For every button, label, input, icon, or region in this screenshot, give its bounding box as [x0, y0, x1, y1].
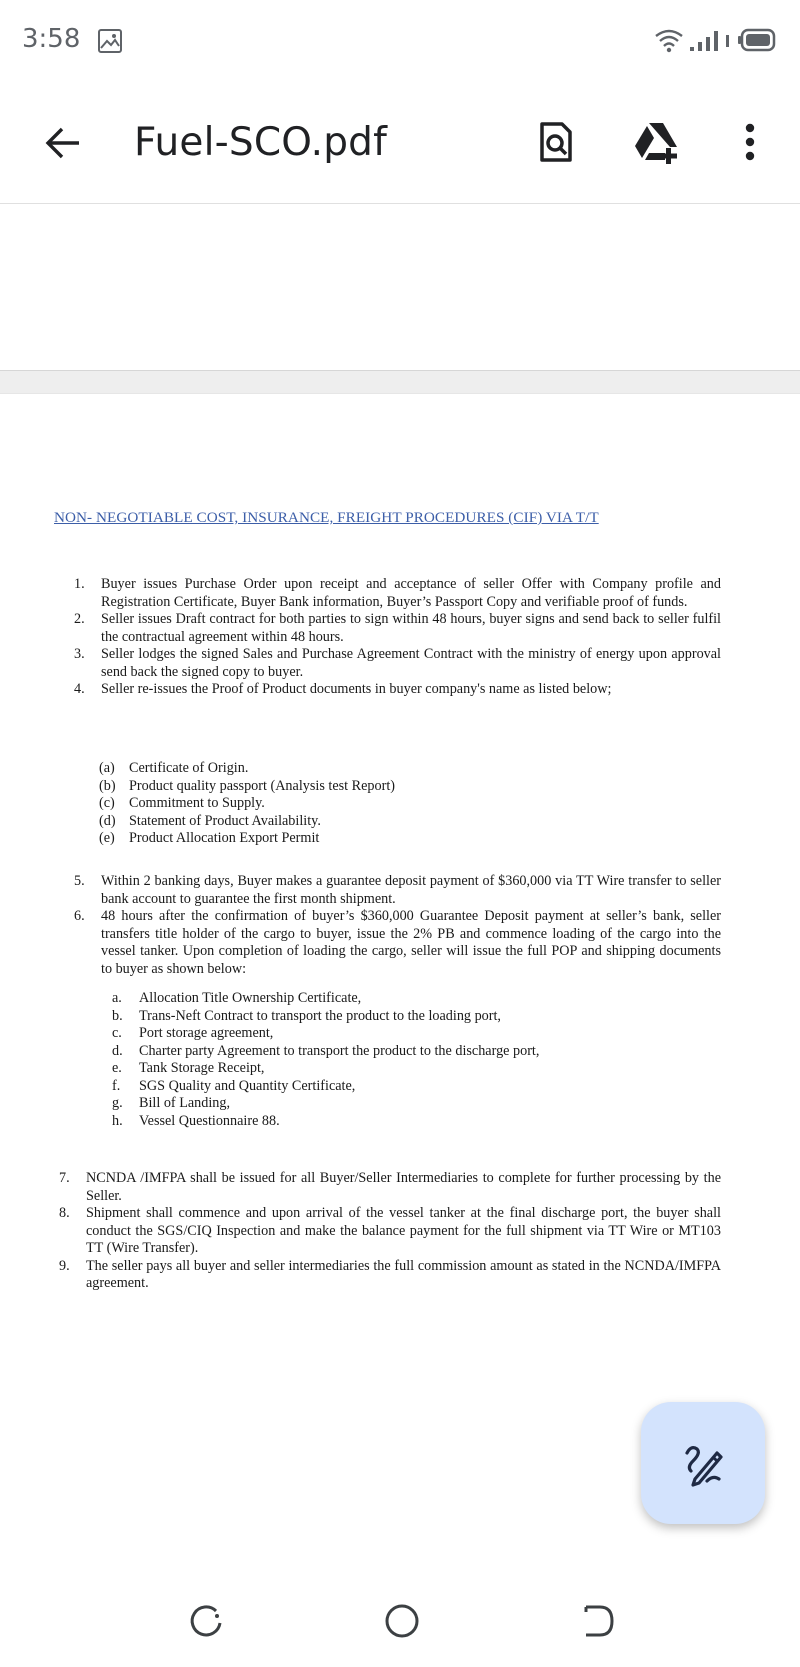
item-text: Bill of Landing, [139, 1095, 231, 1111]
item-label: (a) [99, 760, 115, 776]
item-text: Seller lodges the signed Sales and Purchase Agreement Contract with the ministry of energy upon approval send back the signed copy to buyer. [101, 646, 721, 680]
arrow-back-icon [43, 123, 83, 163]
list-item [99, 777, 629, 796]
edit-annotate-icon [679, 1439, 727, 1487]
item-label: g. [112, 1095, 123, 1111]
item-text: SGS Quality and Quantity Certificate, [139, 1077, 356, 1094]
list-item [59, 1170, 721, 1205]
status-icons [654, 24, 776, 56]
item-text: Within 2 banking days, Buyer makes a guarantee deposit payment of $360,000 via TT Wire transfer to seller bank account to guarantee the first month shipment. [101, 873, 721, 907]
item-label: (c) [99, 795, 115, 811]
item-number: 1. [74, 576, 85, 592]
list-item [112, 1007, 699, 1026]
item-text: Product quality passport (Analysis test Report) [129, 777, 395, 794]
app-bar [0, 82, 800, 204]
list-item [74, 873, 721, 908]
item-number: 2. [74, 611, 85, 627]
procedure-list-a [74, 576, 721, 699]
recent-apps-icon [186, 1601, 226, 1641]
item-text: Shipment shall commence and upon arrival of the vessel tanker at the final discharge port, the buyer shall conduct the SGS/CIQ Inspection and make the balance payment for the full shipment via TT Wire or MT103 TT (Wire Transfer). [86, 1205, 721, 1256]
item-text: Tank Storage Receipt, [139, 1060, 265, 1076]
list-item [59, 1205, 721, 1258]
annotate-button[interactable] [641, 1402, 765, 1524]
item-number: 7. [59, 1170, 70, 1186]
find-in-document-icon [536, 120, 576, 164]
list-item [74, 576, 721, 611]
item-label: (d) [99, 812, 116, 829]
item-number: 8. [59, 1205, 70, 1221]
item-text: 48 hours after the confirmation of buyer’s $360,000 Guarantee Deposit payment at seller’s bank, seller transfers title holder of the cargo to buyer, issue the 2% PB and commence loading of the cargo into the vessel tanker. Upon completion of loading the cargo, seller will issue the full POP and shipping documents to buyer as shown below: [101, 908, 721, 977]
home-icon [382, 1601, 422, 1641]
more-options-button[interactable] [730, 116, 770, 168]
item-text: Vessel Questionnaire 88. [139, 1112, 280, 1129]
item-label: h. [112, 1112, 123, 1129]
list-item [112, 1042, 699, 1061]
item-text: Buyer issues Purchase Order upon receipt and acceptance of seller Offer with Company profile and Registration Certificate, Buyer Bank information, Buyer’s Passport Copy and verifiable proof of funds. [101, 576, 721, 610]
page-title: Fuel-SCO.pdf [134, 120, 388, 165]
signal-icon [688, 27, 734, 53]
item-label: a. [112, 990, 122, 1006]
item-label: c. [112, 1025, 122, 1041]
back-button[interactable] [38, 118, 88, 168]
item-text: Trans-Neft Contract to transport the product to the loading port, [139, 1007, 501, 1024]
item-label: f. [112, 1077, 121, 1094]
document-heading: NON- NEGOTIABLE COST, INSURANCE, FREIGHT PROCEDURES (CIF) VIA T/T [54, 509, 599, 526]
proof-documents-list [99, 760, 629, 848]
item-number: 6. [74, 908, 85, 924]
item-number: 5. [74, 873, 85, 889]
recent-apps-button[interactable] [186, 1601, 226, 1646]
list-item [74, 611, 721, 646]
list-item [99, 760, 629, 778]
procedure-list-c [59, 1170, 721, 1293]
home-button[interactable] [382, 1601, 422, 1646]
add-to-drive-button[interactable] [630, 116, 686, 168]
item-label: d. [112, 1042, 123, 1059]
status-bar [0, 0, 800, 80]
list-item [99, 795, 629, 813]
battery-icon [738, 27, 776, 53]
item-text: NCNDA /IMFPA shall be issued for all Buyer/Seller Intermediaries to complete for further processing by the Seller. [86, 1170, 721, 1204]
nav-back-icon [578, 1601, 618, 1641]
item-label: (b) [99, 777, 116, 794]
more-vert-icon [744, 122, 756, 162]
list-item [112, 1077, 699, 1096]
list-item [112, 1095, 699, 1113]
item-label: b. [112, 1007, 123, 1024]
item-text: Certificate of Origin. [129, 760, 249, 776]
item-text: Allocation Title Ownership Certificate, [139, 990, 362, 1006]
item-text: Commitment to Supply. [129, 795, 265, 811]
wifi-icon [654, 27, 684, 53]
shipping-documents-list [112, 990, 699, 1130]
add-to-drive-icon [633, 120, 683, 164]
page-separator [0, 370, 800, 394]
list-item [112, 1060, 699, 1078]
item-text: Statement of Product Availability. [129, 812, 321, 829]
list-item [74, 681, 641, 699]
item-number: 3. [74, 646, 85, 662]
list-item [99, 812, 629, 831]
list-item [112, 990, 699, 1008]
item-text: Charter party Agreement to transport the product to the discharge port, [139, 1042, 540, 1059]
item-label: e. [112, 1060, 122, 1076]
item-number: 4. [74, 681, 85, 697]
item-label: (e) [99, 830, 115, 846]
system-nav-bar [0, 1585, 800, 1667]
item-text: Product Allocation Export Permit [129, 830, 320, 846]
list-item [59, 1257, 721, 1293]
image-icon [97, 28, 123, 54]
list-item [74, 646, 721, 681]
item-number: 9. [59, 1257, 70, 1274]
procedure-list-b [74, 873, 721, 978]
item-text: Seller issues Draft contract for both parties to sign within 48 hours, buyer signs and send back to seller fulfil the contractual agreement within 48 hours. [101, 611, 721, 645]
list-item [99, 830, 629, 848]
system-back-button[interactable] [578, 1601, 618, 1646]
list-item [74, 908, 721, 978]
item-text: Seller re-issues the Proof of Product documents in buyer company's name as listed below; [101, 681, 612, 697]
item-text: The seller pays all buyer and seller intermediaries the full commission amount as stated in the NCNDA/IMFPA agreement. [86, 1257, 721, 1291]
list-item [112, 1025, 699, 1043]
status-time: 3:58 [22, 24, 81, 54]
item-text: Port storage agreement, [139, 1025, 274, 1041]
find-in-document-button[interactable] [530, 116, 582, 168]
list-item [112, 1112, 699, 1131]
